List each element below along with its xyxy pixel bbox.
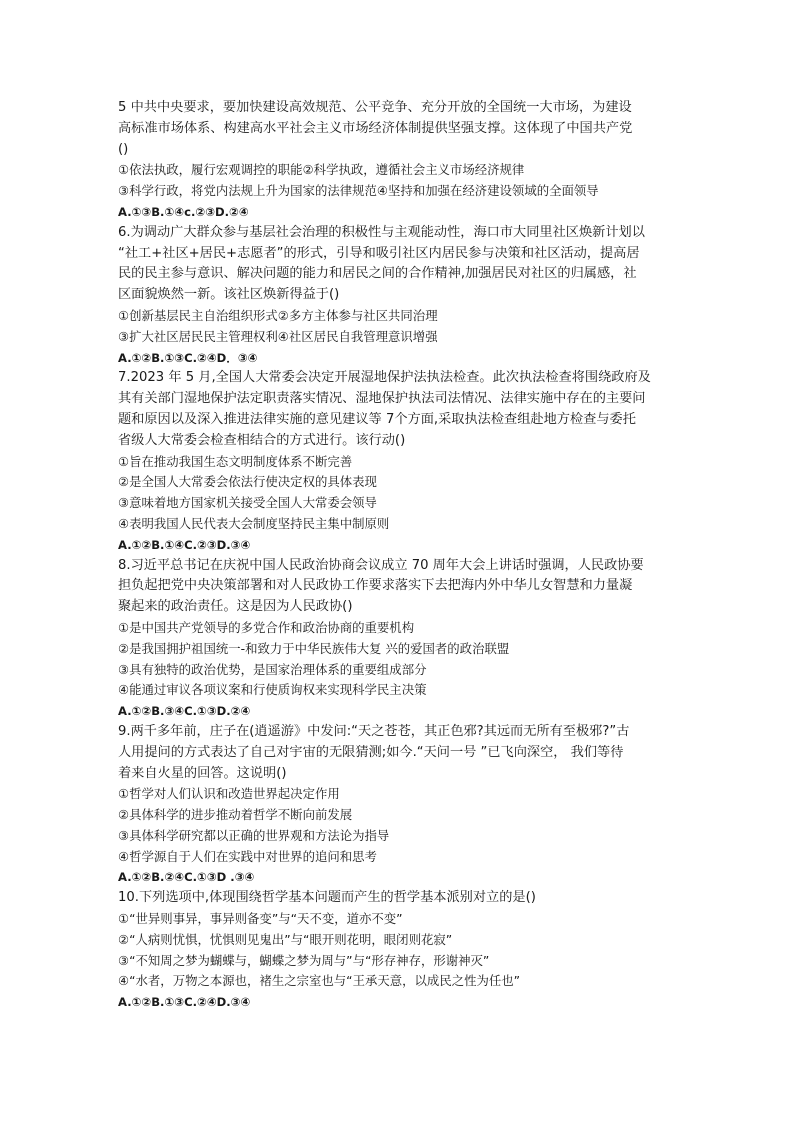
question-stem-line: 人用提问的方式表达了自己对宇宙的无限猜测;如今.“天问一号 ”已飞向深空， 我们等待 [118, 744, 624, 760]
question-option: ④“水者，万物之本源也，褚生之宗室也与“王承天意，以成民之性为任也” [118, 973, 521, 989]
question-option: ①哲学对人们认识和改造世界起决定作用 [118, 786, 340, 802]
question-stem-line: 题和原因以及深入推进法律实施的意见建议等 7个方面,采取执法检查组赴地方检查与委托 [118, 411, 636, 427]
question-option: ②是全国人大常委会依法行使决定权的具体表现 [118, 474, 377, 490]
question-option: ③科学行政，将党内法规上升为国家的法律规范④坚持和加强在经济建设领域的全面领导 [118, 183, 599, 199]
exam-page [118, 98, 678, 1013]
question-option: ②是我国拥护祖国统一-和致力于中华民族伟大复 兴的爱国者的政治联盟 [118, 640, 510, 656]
answer-choices: A.①②B.②④C.①③D .③④ [118, 870, 255, 885]
question-stem-line: 8.习近平总书记在庆祝中国人民政治协商会议成立 70 周年大会上讲话时强调，人民政协要 [118, 557, 644, 573]
question-8 [118, 556, 678, 722]
answer-choices: A.①②B.①③C.②④D．③④ [118, 350, 258, 365]
question-option: ③意味着地方国家机关接受全国人大常委会领导 [118, 495, 377, 511]
question-option: ③具体科学研究都以正确的世界观和方法论为指导 [118, 827, 390, 843]
answer-choices: A.①③B.①④c.②③D.②④ [118, 204, 249, 219]
question-option: ③扩大社区居民民主管理权利④社区居民自我管理意识增强 [118, 328, 438, 344]
question-option: ③“不知周之梦为蝴蝶与，蝴蝶之梦为周与”与“形存神存，形谢神灭” [118, 952, 490, 968]
question-stem-line: 民的民主参与意识、解决问题的能力和居民之间的合作精神,加强居民对社区的归属感，社 [118, 266, 637, 282]
answer-choices: A.①②B.①③C.②④D.③④ [118, 995, 251, 1010]
question-option: ②“人病则忧惧，忧惧则见鬼出”与“眼开则花明，眼闭则花寂” [118, 931, 453, 947]
question-stem-line: 担负起把党中央决策部署和对人民政协工作要求落实下去把海内外中华儿女智慧和力量凝 [118, 578, 633, 594]
question-option: ④表明我国人民代表大会制度坚持民主集中制原则 [118, 515, 390, 531]
question-option: ③具有独特的政治优势，是国家治理体系的重要组成部分 [118, 661, 427, 677]
question-stem-line: 7.2023 年 5 月,全国人大常委会决定开展湿地保护法执法检查。此次执法检查将围绕政府及 [118, 370, 651, 386]
question-stem-line: 着来自火星的回答。这说明() [118, 765, 287, 781]
question-option: ①依法执政，履行宏观调控的职能②科学执政，遵循社会主义市场经济规律 [118, 162, 525, 178]
question-stem-line: 9.两千多年前，庄子在(逍遥游》中发问:“天之苍苍，其正色邪?其远而无所有至极邪?”古 [118, 723, 630, 739]
question-option: ②具体科学的进步推动着哲学不断向前发展 [118, 807, 353, 823]
question-stem-line: “社工+社区+居民+志愿者”的形式，引导和吸引社区内居民参与决策和社区活动，提高居 [118, 245, 640, 261]
question-10 [118, 888, 678, 1013]
answer-choices: A.①②B.③④C.①③D.②④ [118, 704, 251, 719]
question-stem-line: 6.为调动广大群众参与基层社会治理的积极性与主观能动性，海口市大同里社区焕新计划以 [118, 224, 645, 240]
question-9 [118, 722, 678, 888]
question-option: ①旨在推动我国生态文明制度体系不断完善 [118, 453, 353, 469]
question-option: ①“世异则事异，事异则备变”与“天不变，道亦不变” [118, 911, 403, 927]
question-stem-line: 高标准市场体系、构建高水平社会主义市场经济体制提供坚强支撑。这体现了中国共产党 [118, 120, 633, 136]
question-stem-line: 5 中共中央要求，要加快建设高效规范、公平竞争、充分开放的全国统一大市场，为建设 [118, 100, 632, 115]
question-option: ①创新基层民主自治组织形式②多方主体参与社区共同治理 [118, 307, 438, 323]
question-6 [118, 223, 678, 369]
question-stem-line: () [118, 141, 129, 157]
question-5 [118, 98, 678, 223]
question-option: ④能通过审议各项议案和行使质询权来实现科学民主决策 [118, 682, 427, 698]
question-stem-line: 省级人大常委会检查相结合的方式进行。该行动() [118, 432, 406, 448]
question-option: ④哲学源自于人们在实践中对世界的追问和思考 [118, 848, 377, 864]
question-stem-line: 其有关部门湿地保护法定职责落实情况、湿地保护执法司法情况、法律实施中存在的主要问 [118, 391, 646, 407]
answer-choices: A.①②B.①④C.②③D.③④ [118, 537, 251, 552]
question-stem-line: 区面貌焕然一新。该社区焕新得益于() [118, 287, 340, 303]
question-stem-line: 聚起来的政治责任。这是因为人民政协() [118, 599, 353, 615]
question-stem-line: 10.下列选项中,体现围绕哲学基本问题而产生的哲学基本派别对立的是() [118, 890, 536, 906]
question-option: ①是中国共产党领导的多党合作和政治协商的重要机构 [118, 619, 415, 635]
question-7 [118, 368, 678, 555]
